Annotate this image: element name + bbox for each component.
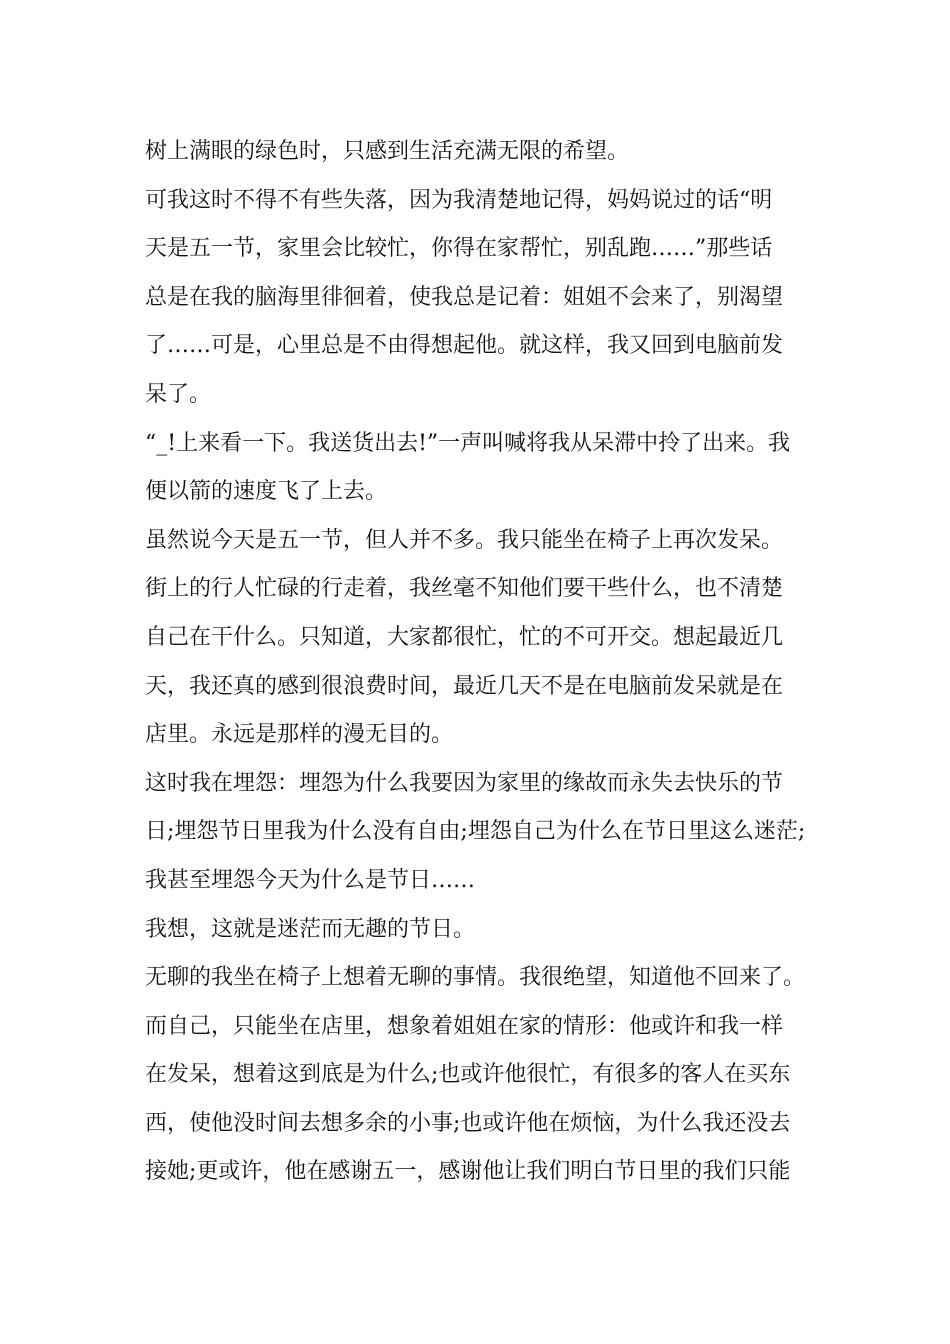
text-line: 了……可是，心里总是不由得想起他。就这样，我又回到电脑前发 (145, 333, 784, 359)
text-line: 在发呆，想着这到底是为什么;也或许他很忙，有很多的客人在买东 (145, 1062, 791, 1088)
text-line: 可我这时不得不有些失落，因为我清楚地记得，妈妈说过的话“明 (145, 187, 773, 213)
text-line: 西，使他没时间去想多余的小事;也或许他在烦恼，为什么我还没去 (145, 1110, 791, 1136)
text-line: 我甚至埋怨今天为什么是节日…… (145, 867, 476, 893)
text-line: 街上的行人忙碌的行走着，我丝毫不知他们要干些什么，也不清楚 (145, 576, 784, 602)
text-line: 便以箭的速度飞了上去。 (145, 479, 388, 505)
text-line: 天，我还真的感到很浪费时间，最近几天不是在电脑前发呆就是在 (145, 673, 784, 699)
text-line: “_!上来看一下。我送货出去!”一声叫喊将我从呆滞中拎了出来。我 (145, 430, 791, 456)
text-line: 我想，这就是迷茫而无趣的节日。 (145, 916, 476, 942)
text-line: 树上满眼的绿色时，只感到生活充满无限的希望。 (145, 139, 630, 164)
text-line: 接她;更或许，他在感谢五一，感谢他让我们明白节日里的我们只能 (145, 1159, 791, 1185)
text-line: 无聊的我坐在椅子上想着无聊的事情。我很绝望，知道他不回来了。 (145, 965, 806, 991)
body-text (145, 128, 825, 1197)
text-line: 虽然说今天是五一节，但人并不多。我只能坐在椅子上再次发呆。 (145, 527, 784, 553)
text-line: 而自己，只能坐在店里，想象着姐姐在家的情形：他或许和我一样 (145, 1013, 784, 1039)
text-line: 日;埋怨节日里我为什么没有自由;埋怨自己为什么在节日里这么迷茫; (145, 819, 806, 845)
text-line: 自己在干什么。只知道，大家都很忙，忙的不可开交。想起最近几 (145, 624, 784, 650)
text-line: 店里。永远是那样的漫无目的。 (145, 722, 454, 748)
text-line: 总是在我的脑海里徘徊着，使我总是记着：姐姐不会来了，别渴望 (145, 284, 784, 310)
text-line: 这时我在埋怨：埋怨为什么我要因为家里的缘故而永失去快乐的节 (145, 770, 784, 796)
text-line: 呆了。 (145, 381, 212, 407)
text-line: 天是五一节，家里会比较忙，你得在家帮忙，别乱跑……”那些话 (145, 236, 773, 262)
